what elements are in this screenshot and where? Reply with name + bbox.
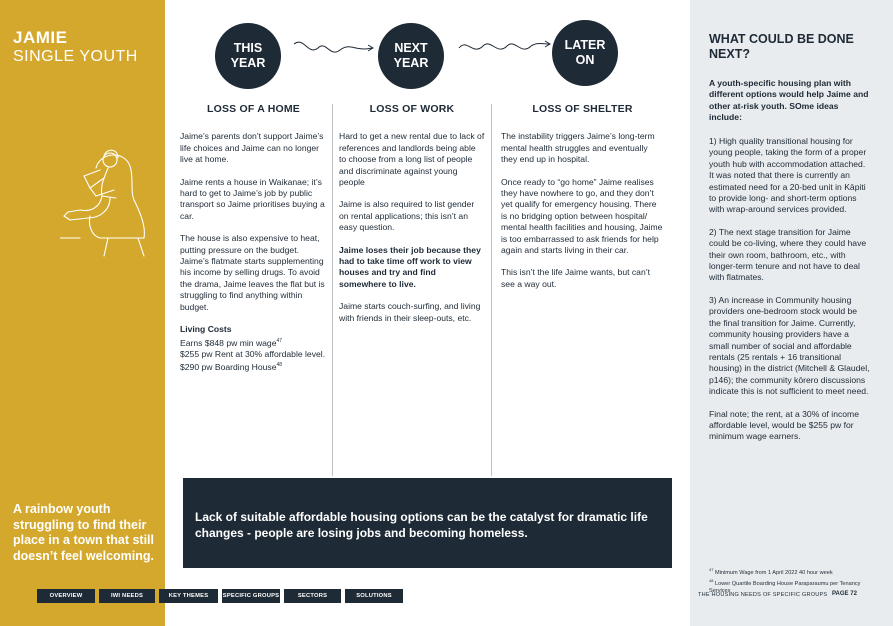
squiggle-arrow-icon xyxy=(455,34,555,64)
paragraph-bold: Jaime loses their job because they had to take time off work to view houses and try and find somewhere to live. xyxy=(339,244,481,289)
paragraph: Jaime starts couch-surfing, and living with friends in their sleep-outs, etc. xyxy=(339,301,481,323)
next-steps-heading: WHAT COULD BE DONE NEXT? xyxy=(709,32,854,61)
next-steps-point: 3) An increase in Community housing providers one-bedroom stock would be the final transition for Jaime. Currently, community housing providers have a small number of social and affordable rentals (25 rentals + 16 transitional housing) in the district (Mitchell & Glaudel, p146); the community kōrero discussions indicate this is not sufficient to meet need. xyxy=(709,294,870,397)
next-steps-point: Final note; the rent, at a 30% of income affordable level, would be $255 pw for minimum wage earners. xyxy=(709,408,860,442)
persona-name: JAMIE xyxy=(13,28,68,47)
footnote: $^{47}$ Minimum Wage from 1 April 2022 40 hour week xyxy=(709,567,833,576)
callout-text: Lack of suitable affordable housing options can be the catalyst for dramatic life changes - people are losing jobs and becoming homeless. xyxy=(195,510,648,540)
footnote: $^{48}$ Lower Quartile Boarding House Paraparaumu per Tenancy Services xyxy=(709,577,861,594)
left-panel xyxy=(0,0,165,626)
next-steps-point: 1) High quality transitional housing for young people, taking the form of a proper youth hub with accommodation attached. It was noted that there is currently an estimated need for a 20-bed unit in Kāpiti to provide long- and short-term options with wrap-around services provided. xyxy=(709,136,867,215)
column-heading: LOSS OF SHELTER xyxy=(532,103,633,115)
squiggle-arrow-icon xyxy=(290,34,380,64)
living-costs xyxy=(180,324,327,373)
column-loss-of-work xyxy=(339,104,485,335)
footer-section-title: THE HOUSING NEEDS OF SPECIFIC GROUPS xyxy=(698,592,828,598)
paragraph: The house is also expensive to heat, putting pressure on the budget. Jaime’s flatmate starts supplementing his income by selling drugs. To avoid the drama, Jaime leaves the flat but is struggling to find anything within budget. xyxy=(180,233,325,312)
paragraph: Hard to get a new rental due to lack of references and landlords being able to choose from a long list of people and discriminate against young people xyxy=(339,131,485,188)
nav-tab-overview[interactable]: OVERVIEW xyxy=(37,589,95,603)
reading-person-illustration xyxy=(60,138,160,263)
column-heading: LOSS OF WORK xyxy=(369,103,455,115)
nav-tab-specific-groups[interactable]: SPECIFIC GROUPS xyxy=(222,589,280,603)
page-number: PAGE 72 xyxy=(832,591,857,597)
timeline-next-year: NEXT YEAR xyxy=(378,23,444,89)
nav-tab-iwi-needs[interactable]: IWI NEEDS xyxy=(99,589,155,603)
column-divider xyxy=(491,104,492,476)
persona-subtitle: SINGLE YOUTH xyxy=(13,48,138,65)
column-loss-of-shelter xyxy=(501,104,664,301)
paragraph: Jaime is also required to list gender on rental applications; this isn’t an easy question. xyxy=(339,199,475,233)
callout-banner xyxy=(183,478,672,568)
paragraph: Once ready to “go home” Jaime realises they have nowhere to go, and they don’t yet qualify for emergency housing. There is no bridging option between hospital/ mental health facilities and housing, Jaime is too embarrassed to ask friends for help again and starts living in their car. xyxy=(501,176,663,256)
cost-line: $290 pw Boarding House$^{48}$ xyxy=(180,362,283,373)
column-heading: LOSS OF A HOME xyxy=(206,103,301,115)
paragraph: The instability triggers Jaime’s long-term mental health struggles and eventually they end up in hospital. xyxy=(501,131,655,165)
next-steps-body xyxy=(709,136,871,454)
nav-tab-solutions[interactable]: SOLUTIONS xyxy=(345,589,403,603)
paragraph: This isn’t the life Jaime wants, but can’t see a way out. xyxy=(501,267,651,289)
column-divider xyxy=(332,104,333,476)
persona-quote: A rainbow youth struggling to find their place in a town that still doesn’t feel welcoming. xyxy=(13,502,154,563)
next-steps-intro: A youth-specific housing plan with different options would help Jaime and other at-risk youth. SOme ideas include: xyxy=(709,78,869,123)
timeline-this-year: THIS YEAR xyxy=(215,23,281,89)
nav-tab-key-themes[interactable]: KEY THEMES xyxy=(159,589,218,603)
right-panel xyxy=(690,0,893,626)
cost-line: $255 pw Rent at 30% affordable level. xyxy=(180,348,326,359)
timeline-later-on: LATER ON xyxy=(552,20,618,86)
column-loss-of-home xyxy=(180,104,327,373)
paragraph: Jaime rents a house in Waikanae; it’s hard to get to Jaime’s job by public transport so Jaime prioritises buying a car. xyxy=(180,176,325,221)
living-costs-title: Living Costs xyxy=(180,324,232,335)
cost-line: Earns $848 pw min wage$^{47}$ xyxy=(180,337,283,348)
paragraph: Jaime’s parents don’t support Jaime’s life choices and Jaime can no longer live at home. xyxy=(180,131,324,165)
next-steps-point: 2) The next stage transition for Jaime could be co-living, where they could have their own room, bathroom, etc., with longer-term tenure and not have to deal with flatmates. xyxy=(709,226,867,283)
nav-tab-sectors[interactable]: SECTORS xyxy=(284,589,341,603)
